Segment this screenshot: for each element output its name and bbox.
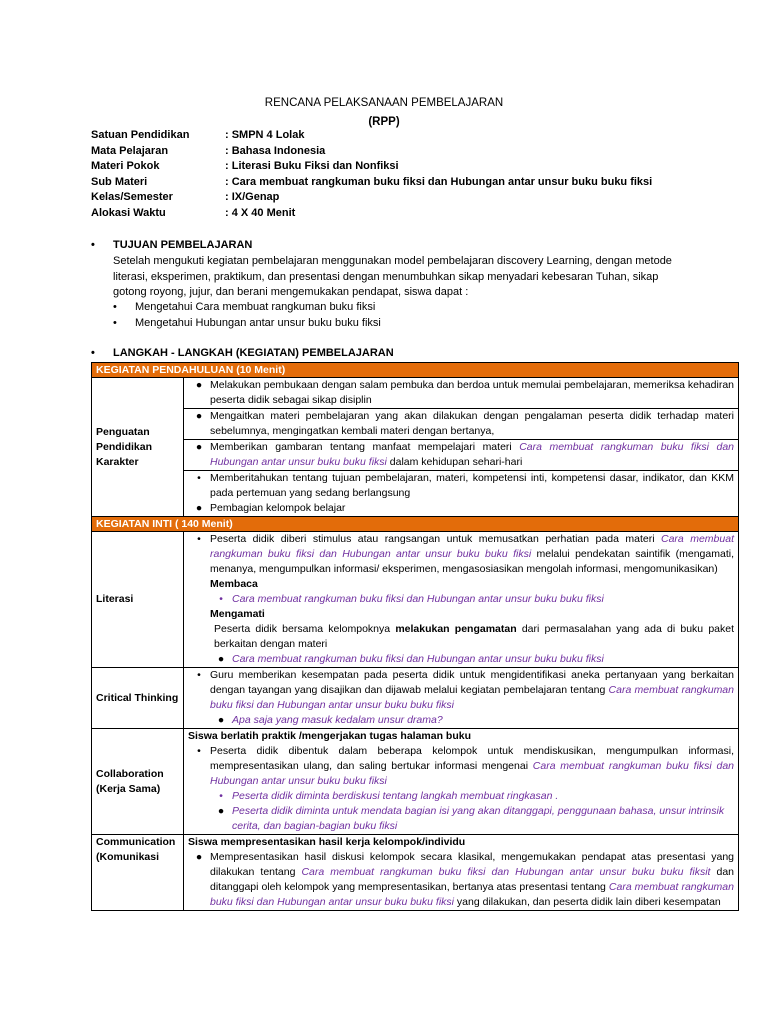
phase-collaboration: Collaboration (Kerja Sama)	[92, 729, 184, 835]
tujuan-list	[113, 300, 381, 331]
identity-value: : Cara membuat rangkuman buku fiksi dan Hubungan antar unsur buku buku fiksi	[225, 175, 653, 188]
list-item-text: Peserta didik dibentuk dalam beberapa kelompok untuk mendiskusikan, mengumpulkan informasi, mempresentasikan ulang, dan saling bertukar informasi mengenai Cara membuat rangkuman buku fiksi dan Hubungan antar unsur buku buku fiksi	[210, 745, 735, 787]
list-item	[188, 713, 734, 728]
list-item	[188, 471, 734, 501]
table-row	[92, 440, 739, 471]
identity-value: : SMPN 4 Lolak	[225, 129, 305, 141]
list-item	[188, 789, 734, 804]
list-item	[188, 592, 734, 607]
identity-label: Mata Pelajaran	[91, 144, 169, 157]
list-item	[113, 300, 381, 316]
phase-communication: Communication (Komunikasi	[92, 835, 184, 911]
list-item	[188, 440, 734, 470]
table-row	[92, 378, 739, 409]
comm-heading: Siswa mempresentasikan hasil kerja kelompok/individu	[188, 836, 466, 848]
bullet-icon: •	[219, 790, 223, 802]
list-item-text: Mengaitkan materi pembelajaran yang akan dilakukan dengan pengalaman peserta didik terhadap materi sebelumnya, mengingatkan kembali materi dengan bertanya,	[210, 410, 734, 437]
list-item	[188, 744, 734, 789]
doc-title: RENCANA PELAKSANAAN PEMBELAJARAN	[264, 97, 504, 109]
bullet-icon: ●	[195, 441, 203, 453]
list-item-text: Pembagian kelompok belajar	[210, 502, 346, 514]
bullet-icon: ●	[195, 502, 203, 514]
bullet-icon: •	[197, 533, 201, 545]
list-item	[188, 804, 734, 834]
bullet-icon: ●	[195, 851, 203, 863]
identity-block	[91, 128, 652, 221]
list-item-text: Cara membuat rangkuman buku fiksi dan Hubungan antar unsur buku buku fiksi	[232, 653, 604, 665]
inti-bar: KEGIATAN INTI ( 140 Menit)	[92, 517, 739, 532]
bullet-icon: ●	[195, 379, 203, 391]
identity-value: : 4 X 40 Menit	[225, 206, 296, 219]
tujuan-heading	[91, 239, 252, 251]
table-row	[92, 835, 739, 911]
bullet-icon: ●	[217, 805, 225, 817]
bullet-icon: •	[197, 745, 201, 757]
list-item-text: Cara membuat rangkuman buku fiksi dan Hubungan antar unsur buku buku fiksi	[232, 593, 604, 605]
list-item	[188, 378, 734, 408]
identity-row	[91, 128, 652, 144]
list-item	[188, 501, 734, 516]
identity-row	[91, 206, 652, 222]
bullet-icon: ●	[217, 714, 225, 726]
bullet-icon: ●	[217, 653, 225, 665]
pendahuluan-bar: KEGIATAN PENDAHULUAN (10 Menit)	[92, 363, 739, 378]
list-item-text: Mengetahui Hubungan antar unsur buku buku fiksi	[135, 316, 381, 329]
phase-penguatan: Penguatan Pendidikan Karakter	[92, 378, 184, 517]
list-item-text: Guru memberikan kesempatan pada peserta didik untuk mengidentifikasi aneka pertanyaan yang berkaitan dengan tayangan yang disajikan dan dijawab melalui kegiatan pembelajaran tentang Cara membuat rangkuman buku fiksi dan Hubungan antar unsur buku buku fiksi	[210, 669, 734, 711]
identity-label: Kelas/Semester	[91, 191, 173, 203]
activity-table	[91, 362, 739, 911]
list-item-text: Peserta didik diminta untuk mendata bagian isi yang akan ditanggapi, penggunaan bahasa, unsur intrinsik cerita, dan bagian-bagian buku fiksi	[232, 805, 725, 832]
list-item-text: Melakukan pembukaan dengan salam pembuka dan berdoa untuk memulai pembelajaran, memeriksa kehadiran peserta didik sebagai sikap disiplin	[210, 379, 734, 406]
bullet-icon: •	[113, 301, 117, 313]
table-row	[92, 532, 739, 668]
list-item-text: Peserta didik diminta berdiskusi tentang langkah membuat ringkasan .	[232, 790, 559, 802]
list-item-text: Mempresentasikan hasil diskusi kelompok secara klasikal, mengemukakan pendapat atas presentasi yang dilakukan tentang Cara membuat rangkuman buku fiksi dan Hubungan antar unsur buku buku fiksit dan ditanggapi oleh kelompok yang mempresentasikan, bertanya atas presentasi tentang Cara membuat rangkuman buku fiksi dan Hubungan antar unsur buku buku fiksi yang dilakukan, dan peserta didik lain diberi kesempatan	[210, 851, 735, 908]
membaca-label: Membaca	[210, 578, 258, 590]
table-row	[92, 729, 739, 835]
identity-label: Alokasi Waktu	[91, 206, 166, 219]
identity-row	[91, 159, 652, 175]
table-row	[92, 517, 739, 532]
phase-critical: Critical Thinking	[92, 668, 184, 729]
bullet-icon: •	[219, 593, 223, 605]
phase-literasi: Literasi	[92, 532, 184, 668]
list-item	[188, 532, 734, 577]
bullet-icon: •	[91, 239, 95, 251]
list-item-text: Peserta didik diberi stimulus atau rangsangan untuk memusatkan perhatian pada materi Cara membuat rangkuman buku fiksi dan Hubungan antar unsur buku buku fiksi melalui pendekatan saintifik (mengamati, menanya, mengumpulkan informasi/ eksperimen, mengasosiasikan mengolah informasi, mengomunikasikan)	[210, 533, 734, 575]
bullet-icon: •	[91, 347, 95, 359]
table-row	[92, 363, 739, 378]
doc-subtitle: (RPP)	[368, 116, 400, 128]
tujuan-paragraph: Setelah mengukuti kegiatan pembelajaran menggunakan model pembelajaran discovery Learning, dengan metode literasi, eksperimen, praktikum, dan presentasi dengan menumbuhkan sikap menyadari kebesaran Tuhan, sikap gotong royong, jujur, dan berani mengemukakan pendapat, siswa dapat :	[113, 255, 672, 298]
bullet-icon: •	[113, 316, 117, 329]
bullet-icon: ●	[195, 410, 203, 422]
identity-label: Sub Materi	[91, 175, 148, 188]
bullet-icon: •	[197, 669, 201, 681]
bullet-icon: •	[197, 472, 201, 484]
mengamati-label: Mengamati	[210, 608, 265, 620]
identity-label: Materi Pokok	[91, 160, 160, 172]
table-row	[92, 409, 739, 440]
identity-row	[91, 190, 652, 206]
identity-value: : IX/Genap	[225, 191, 280, 203]
identity-label: Satuan Pendidikan	[91, 129, 190, 141]
table-row	[92, 668, 739, 729]
list-item-text: Memberikan gambaran tentang manfaat mempelajari materi Cara membuat rangkuman buku fiksi dan Hubungan antar unsur buku buku fiksi dalam kehidupan sehari-hari	[210, 441, 735, 468]
mengamati-text: Peserta didik bersama kelompoknya melakukan pengamatan dari permasalahan yang ada di buku paket berkaitan dengan materi	[214, 623, 735, 650]
identity-value: : Bahasa Indonesia	[225, 144, 326, 157]
langkah-heading-text: LANGKAH - LANGKAH (KEGIATAN) PEMBELAJARAN	[113, 347, 394, 359]
list-item	[188, 409, 734, 439]
list-item-text: Memberitahukan tentang tujuan pembelajaran, materi, kompetensi inti, kompetensi dasar, indikator, dan KKM pada pertemuan yang sedang berlangsung	[210, 472, 734, 499]
table-row	[92, 471, 739, 502]
list-item	[113, 316, 381, 332]
identity-row	[91, 144, 652, 160]
identity-value: : Literasi Buku Fiksi dan Nonfiksi	[225, 160, 399, 172]
langkah-heading	[91, 347, 394, 359]
list-item-text: Mengetahui Cara membuat rangkuman buku fiksi	[135, 301, 376, 313]
list-item	[188, 668, 734, 713]
list-item	[188, 652, 734, 667]
tujuan-heading-text: TUJUAN PEMBELAJARAN	[113, 239, 253, 251]
list-item-text: Apa saja yang masuk kedalam unsur drama?	[232, 714, 443, 726]
identity-row	[91, 175, 652, 191]
table-row	[92, 501, 739, 517]
collab-heading: Siswa berlatih praktik /mengerjakan tugas halaman buku	[188, 730, 472, 742]
list-item	[188, 850, 734, 910]
